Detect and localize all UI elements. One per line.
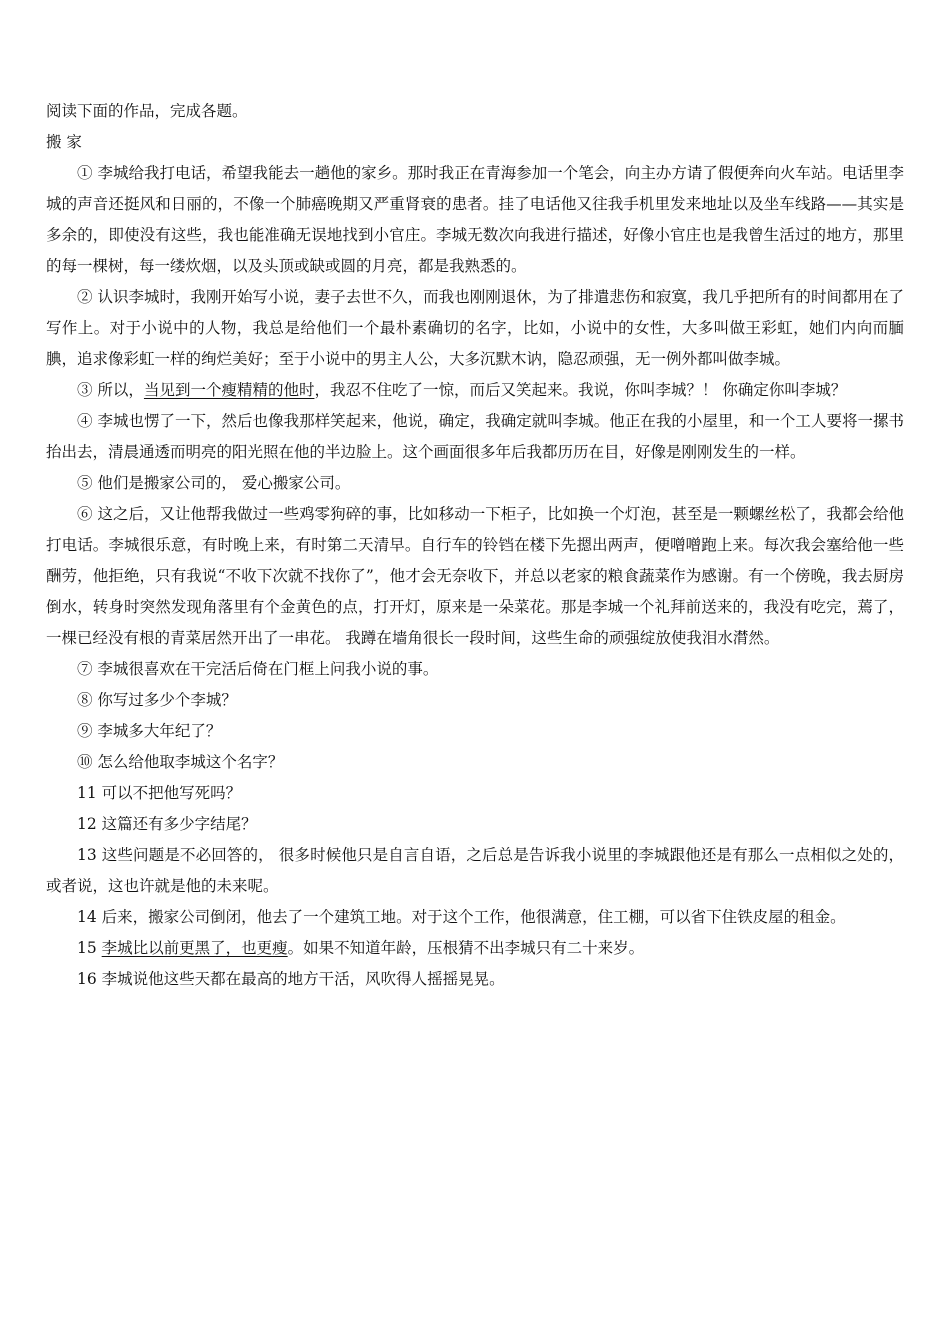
paragraph-5: ⑤ 他们是搬家公司的， 爱心搬家公司。 [77, 474, 351, 492]
paragraph-2: ② 认识李城时，我刚开始写小说，妻子去世不久，而我也刚刚退休，为了排遣悲伤和寂寞，我几乎把所有的时间都用在了写作上。对于小说中的人物，我总是给他们一个最朴素确切的名字，比如，小说中的女性，大多叫做王彩虹，她们内向而腼腆，追求像彩虹一样的绚烂美好；至于小说中的男主人公，大多沉默木讷，隐忍顽强，无一例外都叫做李城。 [46, 288, 904, 368]
document-page [46, 96, 904, 995]
paragraph-7: ⑦ 李城很喜欢在干完活后倚在门框上问我小说的事。 [77, 660, 439, 678]
paragraph-15 [46, 933, 904, 964]
paragraph-1: ① 李城给我打电话，希望我能去一趟他的家乡。那时我正在青海参加一个笔会，向主办方请了假便奔向火车站。电话里李城的声音还挺风和日丽的，不像一个肺癌晚期又严重肾衰的患者。挂了电话他又往我手机里发来地址以及坐车线路——其实是多余的，即使没有这些，我也能准确无误地找到小官庄。李城无数次向我进行描述，好像小官庄也是我曾生活过的地方，那里的每一棵树，每一缕炊烟，以及头顶或缺或圆的月亮，都是我熟悉的。 [46, 164, 904, 275]
instruction-text: 阅读下面的作品，完成各题。 [46, 102, 248, 120]
paragraph-3 [46, 375, 904, 406]
underlined-phrase-1: 当见到一个瘦精精的他时 [143, 381, 315, 399]
article-title: 搬 家 [46, 133, 82, 151]
paragraph-3-start: ③ 所以， [77, 381, 144, 399]
paragraph-3-end: ，我忍不住吃了一惊，而后又笑起来。我说，你叫李城？！ 你确定你叫李城？ [314, 381, 847, 399]
paragraph-13: 13 这些问题是不必回答的， 很多时候他只是自言自语，之后总是告诉我小说里的李城跟他还是有那么一点相似之处的，或者说，这也许就是他的未来呢。 [46, 846, 904, 895]
paragraph-9: ⑨ 李城多大年纪了？ [77, 722, 222, 740]
paragraph-12: 12 这篇还有多少字结尾？ [77, 815, 257, 833]
paragraph-11: 11 可以不把他写死吗？ [77, 784, 242, 802]
paragraph-15-number: 15 [77, 939, 102, 957]
paragraph-14: 14 后来，搬家公司倒闭，他去了一个建筑工地。对于这个工作，他很满意，住工棚，可以省下住铁皮屋的租金。 [77, 908, 846, 926]
paragraph-6: ⑥ 这之后，又让他帮我做过一些鸡零狗碎的事，比如移动一下柜子，比如换一个灯泡，甚至是一颗螺丝松了，我都会给他打电话。李城很乐意，有时晚上来，有时第二天清早。自行车的铃铛在楼下先摁出两声，便噌噌跑上来。每次我会塞给他一些酬劳，他拒绝，只有我说“不收下次就不找你了”，他才会无奈收下，并总以老家的粮食蔬菜作为感谢。有一个傍晚，我去厨房倒水，转身时突然发现角落里有个金黄色的点，打开灯，原来是一朵菜花。那是李城一个礼拜前送来的，我没有吃完，蔫了，一棵已经没有根的青菜居然开出了一串花。 我蹲在墙角很长一段时间，这些生命的顽强绽放使我泪水潸然。 [46, 505, 904, 647]
paragraph-15-end: 。如果不知道年龄，压根猜不出李城只有二十来岁。 [287, 939, 645, 957]
paragraph-10: ⑩ 怎么给他取李城这个名字？ [77, 753, 284, 771]
paragraph-4: ④ 李城也愣了一下，然后也像我那样笑起来，他说，确定，我确定就叫李城。他正在我的小屋里，和一个工人要将一摞书抬出去，清晨通透而明亮的阳光照在他的半边脸上。这个画面很多年后我都历历在目，好像是刚刚发生的一样。 [46, 412, 904, 461]
paragraph-8: ⑧ 你写过多少个李城？ [77, 691, 237, 709]
paragraph-16: 16 李城说他这些天都在最高的地方干活，风吹得人摇摇晃晃。 [77, 970, 505, 988]
underlined-phrase-2: 李城比以前更黑了，也更瘦 [101, 939, 288, 957]
